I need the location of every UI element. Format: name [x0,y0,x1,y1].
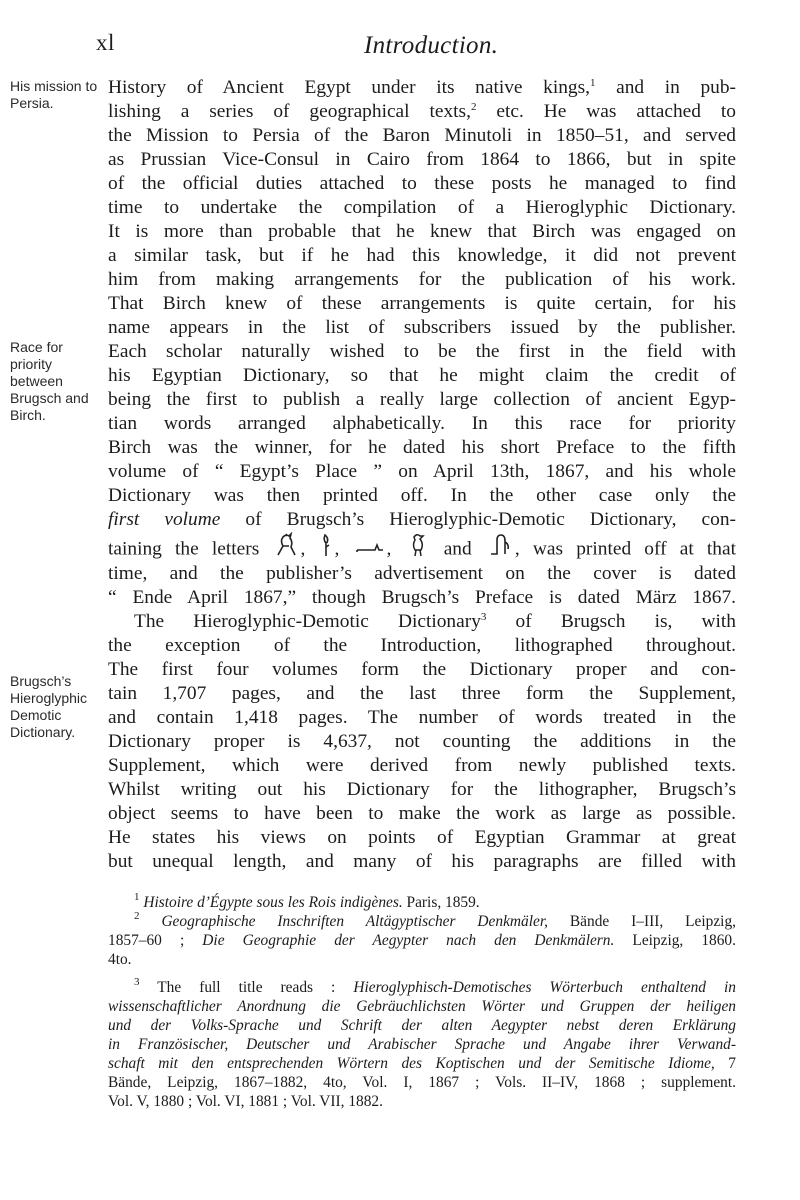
footnote-line [108,1054,736,1073]
footnote-2 [108,912,736,931]
footnote-line [108,931,736,950]
text-line-hieroglyphs [108,532,736,562]
text-run: lishing a series of geographical texts, [108,101,471,122]
footnote-ref: 1 [590,77,596,89]
text-line: being the first to publish a really large collection of ancient Egyp- [108,389,736,410]
text-line: He states his views on points of Egyptian Grammar at great [108,827,736,848]
text-line: “ Ende April 1867,” though Brugsch’s Preface is dated März 1867. [108,587,736,608]
sidenote-line: Brugsch’s [10,673,72,689]
text-line: of the official duties attached to these posts he managed to find [108,173,736,194]
text-line [108,76,736,100]
text-run: , [334,538,340,560]
text-line: as Prussian Vice-Consul in Cairo from 1864 to 1866, but in spite [108,149,736,170]
italic-run: wissenschaftlicher Anordnung die Gebräuchlichsten Wörter und Gruppen der heiligen [108,998,736,1015]
text-line: and contain 1,418 pages. The number of words treated in the [108,707,736,728]
sidenote-line: Race for [10,339,63,355]
text-line: object seems to have been to make the work as large as possible. [108,803,736,824]
text-run: , [386,538,392,560]
text-run: The full title reads : [157,979,354,996]
text-run: etc. He was attached to [476,101,736,122]
text-run: Paris, 1859. [402,894,480,911]
text-line: Birch was the winner, for he dated his short Preface to the fifth [108,437,736,458]
italic-run: first volume [108,509,221,530]
italic-run: Histoire d’Égypte sous les Rois indigènes. [143,894,403,911]
sidenote-race-priority [10,339,100,424]
footnote-line [108,997,736,1016]
italic-run: Hieroglyphisch-Demotisches Wörterbuch enthaltend in [353,979,736,996]
footnote-ref: 3 [480,611,487,623]
text-line: name appears in the list of subscribers issued by the publisher. [108,317,736,338]
italic-run: und der Volks-Sprache und Schrift der alten Aegypter nebst deren Erklärung [108,1017,736,1034]
text-line: his Egyptian Dictionary, so that he might claim the credit of [108,365,736,386]
footnote-line: Vol. V, 1880 ; Vol. VI, 1881 ; Vol. VII, 1882. [108,1093,383,1110]
italic-run: schaft mit den entsprechenden Wörtern des Koptischen und der Semitische Idiome, [108,1055,715,1072]
text-run: of Brugsch’s Hieroglyphic-Demotic Dictionary, con- [220,509,736,530]
text-line: It is more than probable that he knew that Birch was engaged on [108,221,736,242]
sidenote-line: Dictionary. [10,724,76,740]
text-line: tain 1,707 pages, and the last three form the Supplement, [108,683,736,704]
running-head [96,30,716,60]
text-run: Bände I–III, Leipzig, [547,913,736,930]
text-line: him from making arrangements for the publication of his work. [108,269,736,290]
sidenote-line: Birch. [10,407,46,423]
text-run: of Brugsch is, with [486,611,736,632]
sidenote-line: Hieroglyphic [10,690,88,706]
text-line: Dictionary proper is 4,637, not counting the additions in the [108,731,736,752]
text-line [108,100,736,124]
footnote-number: 3 [134,976,140,988]
italic-run: Geographische Inschriften Altägyptischer Denkmäler, [161,913,548,930]
text-line: Whilst writing out his Dictionary for the lithographer, Brugsch’s [108,779,736,800]
italic-run: Die Geographie der Aegypter nach den Denkmälern. [202,932,615,949]
running-title: Introduction. [364,32,499,59]
footnote-number: 1 [134,891,140,903]
footnote-number: 2 [134,910,140,922]
text-run: and [443,538,472,560]
text-line: time, and the publisher’s advertisement on the cover is dated [108,563,736,584]
footnote-1 [108,893,736,912]
text-line: volume of “ Egypt’s Place ” on April 13th, 1867, and his whole [108,461,736,482]
footnote-line: Bände, Leipzig, 1867–1882, 4to, Vol. I, 1867 ; Vols. II–IV, 1868 ; supplement. [108,1074,736,1091]
sidenote-brugsch-dictionary [10,673,100,741]
sidenote-line: priority [10,356,53,372]
text-line: That Birch knew of these arrangements is quite certain, for his [108,293,736,314]
page-number: xl [96,30,115,55]
sidenote-line: Persia. [10,95,54,111]
footnote-ref: 2 [470,101,477,113]
text-line: Supplement, which were derived from newly published texts. [108,755,736,776]
text-run: , was printed off at that [514,538,736,560]
footnote-line: 4to. [108,951,132,968]
text-run: , [300,538,306,560]
text-run: 7 [714,1055,736,1072]
text-line: a similar task, but if he had this knowledge, it did not prevent [108,245,736,266]
text-run: and in pub- [595,77,736,98]
footnote-3 [108,978,736,997]
footnotes [108,893,736,1111]
text-run: taining the letters [108,538,260,560]
sidenote-line: Demotic [10,707,62,723]
sidenote-line: Brugsch and [10,390,89,406]
body-text [108,76,736,874]
text-line: tian words arranged alphabetically. In this race for priority [108,413,736,434]
text-line [108,508,736,532]
text-line: but unequal length, and many of his paragraphs are filled with [108,851,736,872]
footnote-line [108,1016,736,1035]
text-run: Leipzig, 1860. [614,932,736,949]
text-run: History of Ancient Egypt under its native kings, [108,77,591,98]
sidenote-mission-persia [10,78,100,112]
forearm-hieroglyph-icon [355,535,385,565]
italic-run: in Französischer, Deutscher und Arabischer Sprache und Angabe ihrer Verwand- [108,1036,736,1053]
text-line: Each scholar naturally wished to be the first in the field with [108,341,736,362]
footnote-line [108,1035,736,1054]
text-line: Dictionary was then printed off. In the other case only the [108,485,736,506]
text-line: the Mission to Persia of the Baron Minutoli in 1850–51, and served [108,125,736,146]
text-line [108,610,736,634]
text-run: The Hieroglyphic-Demotic Dictionary [134,611,481,632]
text-line: time to undertake the compilation of a Hieroglyphic Dictionary. [108,197,736,218]
sidenote-line: His mission to [10,78,98,94]
text-run: 1857–60 ; [108,932,203,949]
text-line: the exception of the Introduction, lithographed throughout. [108,635,736,656]
sidenote-line: between [10,373,63,389]
text-line: The first four volumes form the Dictionary proper and con- [108,659,736,680]
